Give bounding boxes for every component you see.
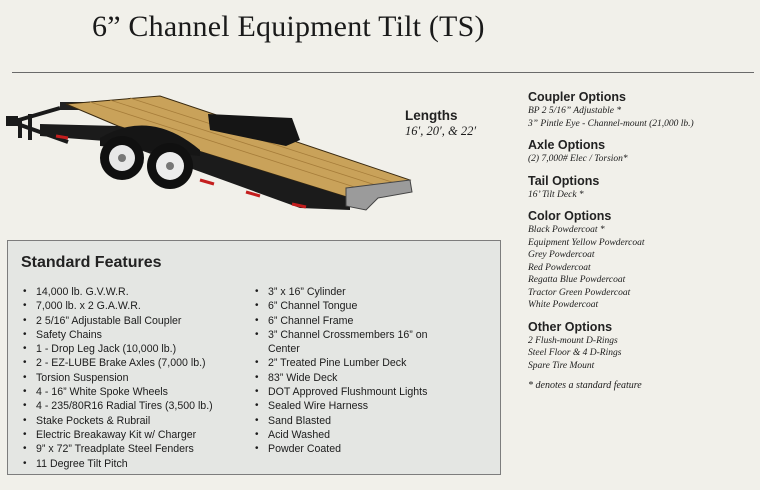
option-item: Equipment Yellow Powdercoat: [528, 237, 645, 248]
wheel: [147, 143, 193, 189]
title-divider: [12, 72, 754, 73]
page-title: 6” Channel Equipment Tilt (TS): [92, 10, 485, 43]
options-panel: [528, 90, 756, 391]
axle-options: [528, 138, 756, 166]
feature-item: • Safety Chains: [21, 328, 251, 342]
feature-item: • 2” Treated Pine Lumber Deck: [253, 356, 443, 370]
option-group-title: Tail Options: [528, 173, 600, 188]
feature-item: • 2 5/16” Adjustable Ball Coupler: [21, 314, 251, 328]
feature-item: • 2 - EZ-LUBE Brake Axles (7,000 lb.): [21, 356, 251, 370]
option-group-title: Coupler Options: [528, 90, 626, 104]
features-list-right: [253, 285, 443, 457]
lengths-value: 16′, 20′, & 22′: [405, 124, 477, 138]
color-options: [528, 209, 756, 312]
option-item: BP 2 5/16” Adjustable *: [528, 106, 622, 116]
option-group-title: Color Options: [528, 209, 612, 223]
feature-item: • 3” Channel Crossmembers 16” on Center: [253, 328, 443, 357]
feature-item: • 11 Degree Tilt Pitch: [21, 457, 251, 471]
feature-item: • Acid Washed: [253, 428, 443, 442]
feature-item: • 6” Channel Frame: [253, 314, 443, 328]
option-item: Grey Powdercoat: [528, 250, 595, 260]
option-item: Red Powdercoat: [528, 262, 591, 273]
option-item: White Powdercoat: [528, 300, 599, 310]
option-group-title: Axle Options: [528, 138, 606, 152]
option-item: Black Powdercoat *: [528, 225, 605, 235]
standard-features-box: [7, 240, 501, 475]
feature-item: • 9” x 72” Treadplate Steel Fenders: [21, 442, 251, 456]
feature-item: • 83” Wide Deck: [253, 371, 443, 385]
feature-item: • 6” Channel Tongue: [253, 299, 443, 313]
wheel: [100, 136, 144, 180]
features-title: Standard Features: [21, 254, 162, 271]
feature-item: • DOT Approved Flushmount Lights: [253, 385, 443, 399]
feature-item: • Powder Coated: [253, 442, 443, 456]
option-group-title: Other Options: [528, 319, 613, 334]
feature-item: • 3” x 16” Cylinder: [253, 285, 443, 299]
feature-item: • Sand Blasted: [253, 414, 443, 428]
option-item: 16’ Tilt Deck *: [528, 189, 584, 200]
option-item: Spare Tire Mount: [528, 360, 595, 371]
other-options: [528, 320, 756, 373]
feature-item: • 7,000 lb. x 2 G.A.W.R.: [21, 299, 251, 313]
tail-options: [528, 174, 756, 202]
option-item: Regatta Blue Powdercoat: [528, 275, 626, 285]
option-item: Steel Floor & 4 D-Rings: [528, 348, 622, 358]
feature-item: • 1 - Drop Leg Jack (10,000 lb.): [21, 342, 251, 356]
option-item: Tractor Green Powdercoat: [528, 287, 631, 298]
coupler: [6, 116, 18, 126]
option-item: 3” Pintle Eye - Channel-mount (21,000 lb.): [528, 118, 694, 129]
option-item: (2) 7,000# Elec / Torsion*: [528, 154, 628, 164]
lengths-heading: Lengths: [405, 108, 458, 123]
feature-item: • 14,000 lb. G.V.W.R.: [21, 285, 251, 299]
standard-feature-note: * denotes a standard feature: [528, 380, 642, 391]
lengths-section: [405, 108, 476, 139]
feature-item: • Torsion Suspension: [21, 371, 251, 385]
feature-item: • 4 - 235/80R16 Radial Tires (3,500 lb.): [21, 399, 251, 413]
feature-item: • Electric Breakaway Kit w/ Charger: [21, 428, 251, 442]
feature-item: • 4 - 16” White Spoke Wheels: [21, 385, 251, 399]
option-item: 2 Flush-mount D-Rings: [528, 335, 618, 346]
feature-item: • Sealed Wire Harness: [253, 399, 443, 413]
feature-item: • Stake Pockets & Rubrail: [21, 414, 251, 428]
trailer-image: [0, 80, 420, 230]
features-list-left: [21, 285, 251, 471]
coupler-options: [528, 90, 756, 130]
